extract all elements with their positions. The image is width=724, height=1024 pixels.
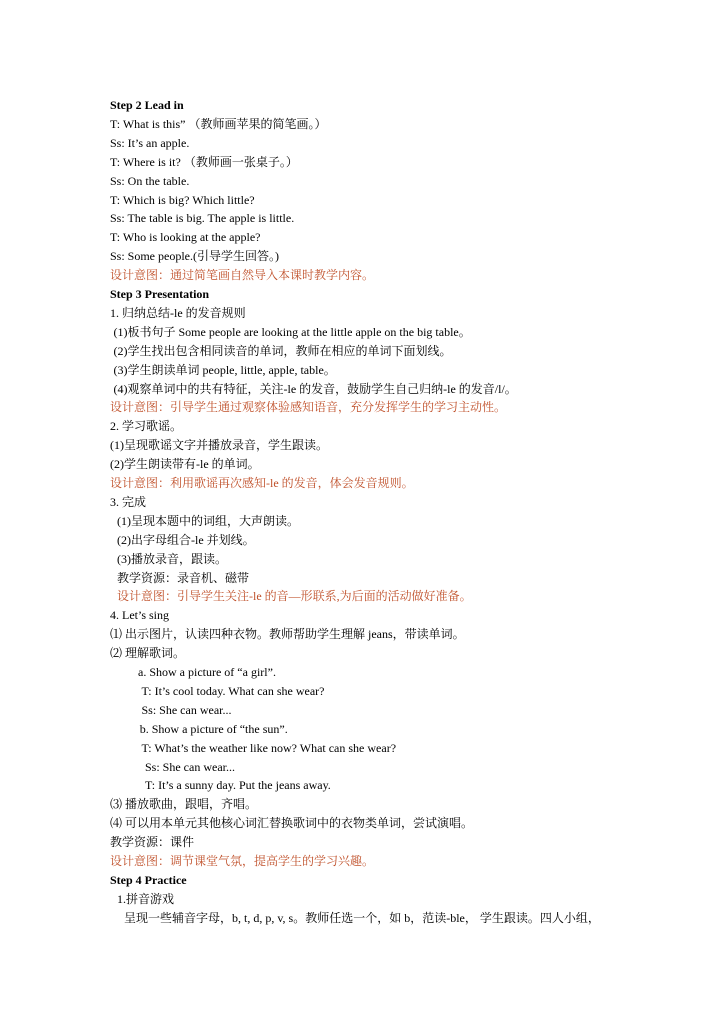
text-line: T: Who is looking at the apple? xyxy=(110,230,261,245)
text-line: (1)呈现歌谣文字并播放录音，学生跟读。 xyxy=(110,438,328,453)
design-intent-note: 设计意图：通过简笔画自然导入本课时教学内容。 xyxy=(110,268,375,283)
text-line: 呈现一些辅音字母，b, t, d, p, v, s。教师任选一个，如 b，范读-ble， 学生跟读。四人小组， xyxy=(124,910,600,925)
text-line: 1. 归纳总结-le 的发音规则 xyxy=(110,305,246,320)
text-line: ⑶ 播放歌曲，跟唱，齐唱。 xyxy=(110,797,258,812)
text-line: 3. 完成 xyxy=(110,494,147,509)
text-line: Ss: It’s an apple. xyxy=(110,135,190,150)
text-line: T: What is this” （教师画苹果的简笔画。） xyxy=(110,116,327,131)
text-line: (1)板书句子 Some people are looking at the little apple on the big table。 xyxy=(113,324,471,339)
text-line: 1.拼音游戏 xyxy=(117,891,175,906)
text-line: (2)学生找出包含相同读音的单词，教师在相应的单词下面划线。 xyxy=(113,343,452,358)
step-heading: Step 4 Practice xyxy=(110,872,187,887)
step-heading: Step 2 Lead in xyxy=(110,98,184,112)
text-line: (1)呈现本题中的词组，大声朗读。 xyxy=(117,513,299,528)
text-line: Ss: She can wear... xyxy=(141,702,232,717)
text-line: (3)播放录音，跟读。 xyxy=(117,551,227,566)
text-line: Ss: Some people.(引导学生回答。) xyxy=(110,249,279,264)
text-line: 4. Let’s sing xyxy=(110,608,169,623)
text-line: 2. 学习歌谣。 xyxy=(110,419,183,434)
text-line: (2)出字母组合-le 并划线。 xyxy=(117,532,255,547)
text-line: (3)学生朗读单词 people, little, apple, table。 xyxy=(113,362,336,377)
step-heading: Step 3 Presentation xyxy=(110,287,210,301)
text-line: T: What’s the weather like now? What can she wear? xyxy=(141,740,397,755)
design-intent-note: 设计意图：引导学生关注-le 的音—形联系,为后面的活动做好准备。 xyxy=(117,589,472,604)
text-line: ⑷ 可以用本单元其他核心词汇替换歌词中的衣物类单词，尝试演唱。 xyxy=(110,816,474,831)
text-line: a. Show a picture of “a girl”. xyxy=(138,665,276,679)
text-line: T: It’s a sunny day. Put the jeans away. xyxy=(145,778,331,793)
text-line: Ss: She can wear... xyxy=(145,759,235,774)
design-intent-note: 设计意图：调节课堂气氛，提高学生的学习兴趣。 xyxy=(110,854,375,868)
text-line: ⑴ 出示图片，认读四种衣物。教师帮助学生理解 jeans，带读单词。 xyxy=(110,627,465,642)
text-line: Ss: The table is big. The apple is little. xyxy=(110,211,295,226)
text-line: 教学资源：课件 xyxy=(110,835,195,850)
text-line: ⑵ 理解歌词。 xyxy=(110,646,186,661)
text-line: T: Which is big? Which little? xyxy=(110,192,255,207)
text-line: (4)观察单词中的共有特征，关注-le 的发音，鼓励学生自己归纳-le 的发音/l/。 xyxy=(113,381,517,396)
text-line: Ss: On the table. xyxy=(110,173,190,188)
text-line: T: Where is it? （教师画一张桌子。） xyxy=(110,154,298,169)
design-intent-note: 设计意图：利用歌谣再次感知-le 的发音，体会发音规则。 xyxy=(110,476,414,490)
text-line: b. Show a picture of “the sun”. xyxy=(139,721,288,736)
text-line: (2)学生朗读带有-le 的单词。 xyxy=(110,457,260,472)
text-line: T: It’s cool today. What can she wear? xyxy=(141,683,325,698)
design-intent-note: 设计意图：引导学生通过观察体验感知语音，充分发挥学生的学习主动性。 xyxy=(110,400,507,415)
text-line: 教学资源：录音机、磁带 xyxy=(117,570,250,585)
